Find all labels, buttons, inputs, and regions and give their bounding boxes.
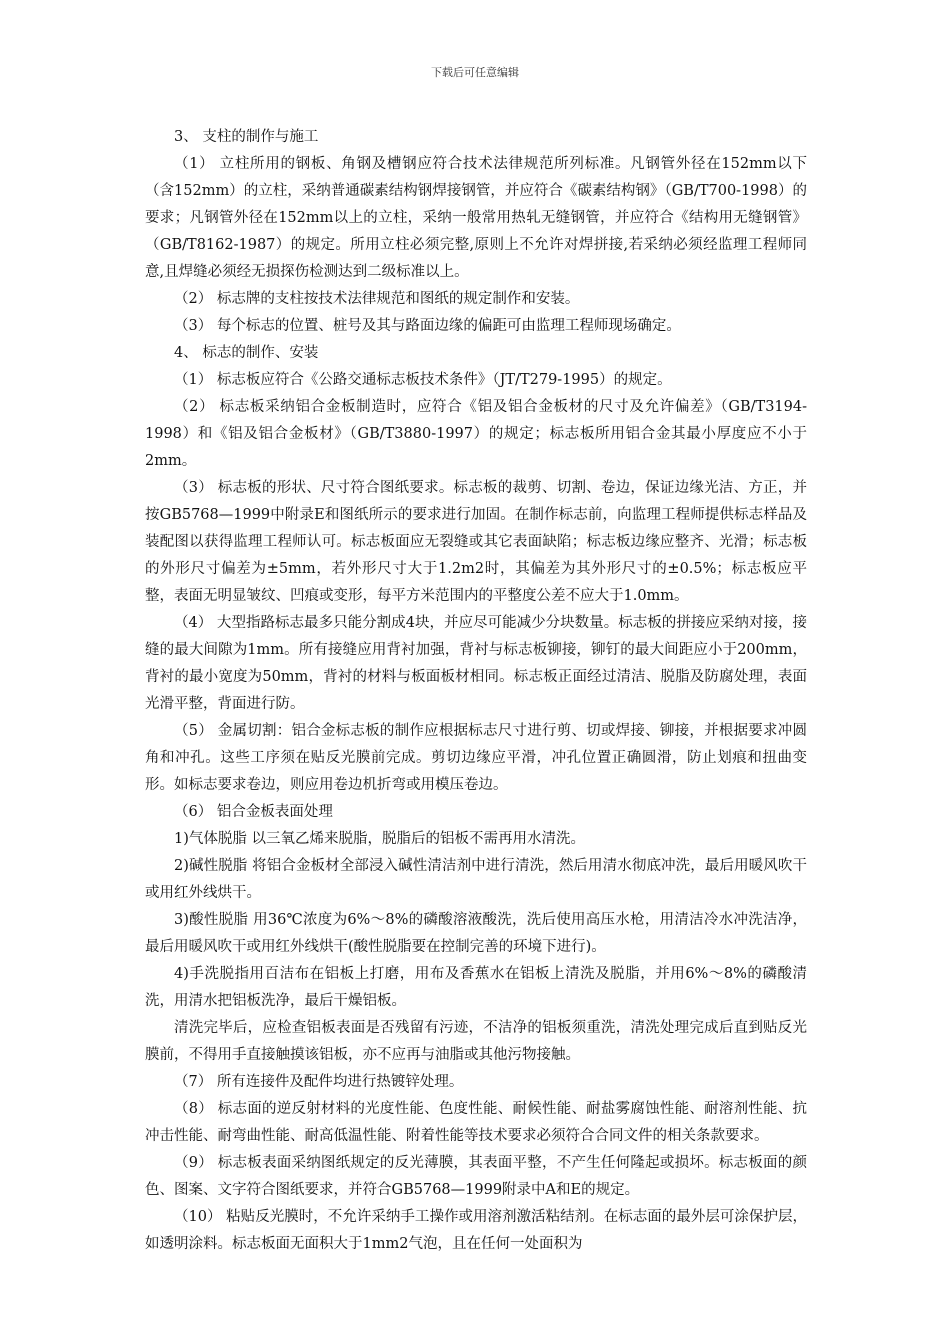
document-body [145,124,807,1258]
section-heading: 3、 支柱的制作与施工 [174,129,319,145]
paragraph: （1） 标志板应符合《公路交通标志板技术条件》（JT/T279-1995）的规定。 [174,372,672,388]
paragraph: 4)手洗脱指用百洁布在铝板上打磨，用布及香蕉水在铝板上清洗及脱脂，并用6%～8%的磷酸清洗，用清水把铝板洗净，最后干燥铝板。 [145,966,807,1009]
paragraph: （4） 大型指路标志最多只能分割成4块，并应尽可能减少分块数量。标志板的拼接应采纳对接，接缝的最大间隙为1mm。所有接缝应用背衬加强，背衬与标志板铆接，铆钉的最大间距应小于200mm，背衬的最小宽度为50mm，背衬的材料与板面板材相同。标志板正面经过清洁、脱脂及防腐处理，表面光滑平整，背面进行防。 [145,615,807,712]
paragraph: （7） 所有连接件及配件均进行热镀锌处理。 [174,1074,464,1090]
paragraph: 2)碱性脱脂 将铝合金板材全部浸入碱性清洁剂中进行清洗，然后用清水彻底冲洗，最后用暖风吹干或用红外线烘干。 [145,858,807,901]
section-heading: 4、 标志的制作、安装 [174,345,319,361]
paragraph: （8） 标志面的逆反射材料的光度性能、色度性能、耐候性能、耐盐雾腐蚀性能、耐溶剂性能、抗冲击性能、耐弯曲性能、耐高低温性能、附着性能等技术要求必须符合合同文件的相关条款要求。 [145,1101,807,1144]
paragraph: （3） 每个标志的位置、桩号及其与路面边缘的偏距可由监理工程师现场确定。 [174,318,681,334]
paragraph: （5） 金属切割：铝合金标志板的制作应根据标志尺寸进行剪、切或焊接、铆接，并根据要求冲圆角和冲孔。这些工序须在贴反光膜前完成。剪切边缘应平滑，冲孔位置正确圆滑，防止划痕和扭曲变形。如标志要求卷边，则应用卷边机折弯或用模压卷边。 [145,723,807,793]
paragraph: （1） 立柱所用的钢板、角钢及槽钢应符合技术法律规范所列标准。凡钢管外径在152mm以下（含152mm）的立柱，采纳普通碳素结构钢焊接钢管，并应符合《碳素结构钢》（GB/T700-1998）的要求；凡钢管外径在152mm以上的立柱，采纳一般常用热轧无缝钢管，并应符合《结构用无缝钢管》（GB/T8162-1987）的规定。所用立柱必须完整,原则上不允许对焊拼接,若采纳必须经监理工程师同意,且焊缝必须经无损探伤检测达到二级标准以上。 [145,156,807,280]
paragraph: （10） 粘贴反光膜时，不允许采纳手工操作或用溶剂激活粘结剂。在标志面的最外层可涂保护层，如透明涂料。标志板面无面积大于1mm2气泡，且在任何一处面积为 [145,1209,807,1252]
paragraph: 3)酸性脱脂 用36℃浓度为6%～8%的磷酸溶液酸洗，洗后使用高压水枪，用清洁冷水冲洗洁净，最后用暖风吹干或用红外线烘干(酸性脱脂要在控制完善的环境下进行)。 [145,912,807,955]
paragraph: （2） 标志牌的支柱按技术法律规范和图纸的规定制作和安装。 [174,291,580,307]
paragraph: 清洗完毕后，应检查铝板表面是否残留有污迹，不洁净的铝板须重洗，清洗处理完成后直到贴反光膜前，不得用手直接触摸该铝板，亦不应再与油脂或其他污物接触。 [145,1020,807,1063]
subsection-heading: （6） 铝合金板表面处理 [174,804,333,820]
paragraph: （3） 标志板的形状、尺寸符合图纸要求。标志板的裁剪、切割、卷边，保证边缘光洁、方正，并按GB5768—1999中附录E和图纸所示的要求进行加固。在制作标志前，向监理工程师提供标志样品及装配图以获得监理工程师认可。标志板面应无裂缝或其它表面缺陷；标志板边缘应整齐、光滑；标志板的外形尺寸偏差为±5mm，若外形尺寸大于1.2m2时，其偏差为其外形尺寸的±0.5%；标志板应平整，表面无明显皱纹、凹痕或变形，每平方米范围内的平整度公差不应大于1.0mm。 [145,480,807,604]
page-header: 下载后可任意编辑 [431,66,519,79]
paragraph: 1)气体脱脂 以三氧乙烯来脱脂，脱脂后的铝板不需再用水清洗。 [174,831,585,847]
paragraph: （9） 标志板表面采纳图纸规定的反光薄膜，其表面平整，不产生任何隆起或损坏。标志板面的颜色、图案、文字符合图纸要求，并符合GB5768—1999附录中A和E的规定。 [145,1155,807,1198]
paragraph: （2） 标志板采纳铝合金板制造时，应符合《铝及铝合金板材的尺寸及允许偏差》（GB/T3194-1998）和《铝及铝合金板材》（GB/T3880-1997）的规定；标志板所用铝合金其最小厚度应不小于2mm。 [145,399,807,469]
